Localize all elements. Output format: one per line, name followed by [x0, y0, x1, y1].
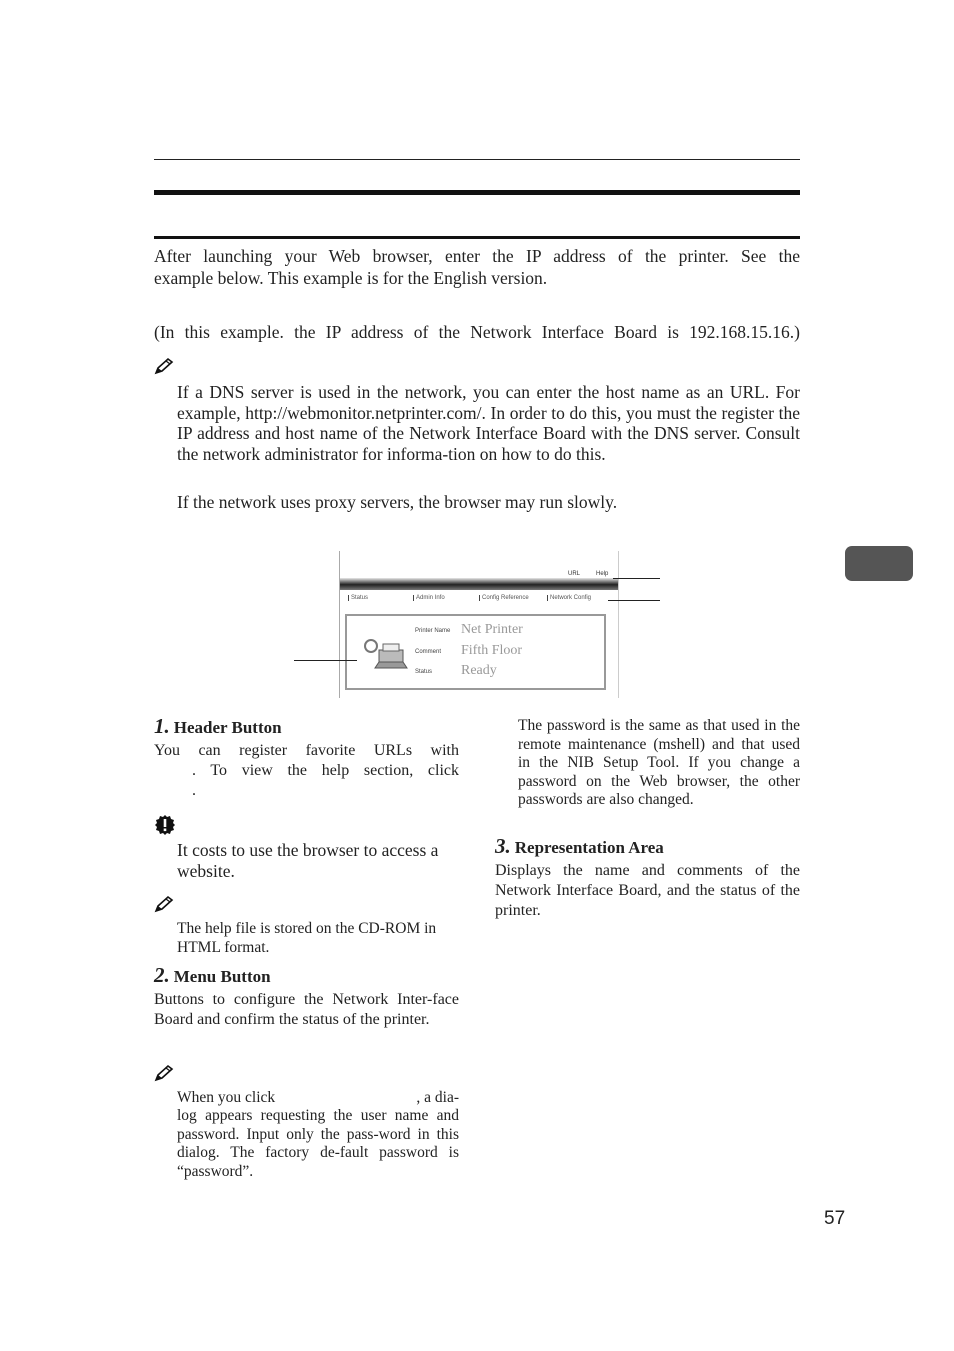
web-image-monitor-screenshot: [339, 551, 619, 698]
figure-label-comment: Comment: [415, 649, 442, 655]
figure-help-link: Help: [596, 571, 609, 577]
important-icon: [154, 814, 176, 836]
page-number: 57: [824, 1208, 846, 1229]
section1-line3: .: [192, 782, 196, 799]
note1-para1: If a DNS server is used in the network, you can enter the host name as an URL. For example, http://webmonitor.netprinter.com/. In order to do this, you must the register the IP address and host name of the Network Interface Board with the DNS server. Consult the network administrator for informa-tion on how to do this.: [177, 382, 800, 464]
section2-note-continued: The password is the same as that used in the remote maintenance (mshell) and that used in the NIB Setup Tool. If you change a password on the Web browser, the other passwords are also changed.: [518, 717, 800, 808]
figure-menu-admin-info: Admin Info: [413, 595, 445, 601]
chapter-tab: [845, 546, 913, 581]
section2-note-start: When you click: [177, 1089, 276, 1106]
section3-body: Displays the name and comments of the Network Interface Board, and the status of the printer.: [495, 862, 800, 919]
figure-menu-config-reference: Config Reference: [479, 595, 529, 601]
callout-line-2: [608, 600, 660, 601]
figure-label-status: Status: [415, 669, 433, 675]
section2-note-body: log appears requesting the user name and password. Input only the pass-word in this dialog. The factory de-fault password is “password”.: [177, 1107, 459, 1180]
section2-note-rest: , a dia-: [416, 1089, 459, 1106]
figure-header-bar: [340, 578, 618, 590]
figure-menu-network-config: Network Config: [547, 595, 591, 601]
intro-line-1: After launching your Web browser, enter the IP address of the printer. See the: [154, 246, 800, 266]
pencil-icon: [154, 357, 174, 375]
section1-note: The help file is stored on the CD-ROM in HTML format.: [177, 920, 437, 956]
section1-line1: You can register favorite URLs with: [154, 742, 459, 759]
pencil-icon: [154, 895, 174, 913]
figure-label-printer-name: Printer Name: [415, 628, 451, 634]
section1-important: It costs to use the browser to access a website.: [177, 840, 439, 881]
note1-para2: If the network uses proxy servers, the browser may run slowly.: [177, 492, 618, 512]
figure-representation-panel: [345, 614, 606, 690]
printer-icon: [361, 636, 411, 672]
section2-heading: 2. Menu Button: [154, 963, 271, 987]
figure-menu-status: Status: [348, 595, 368, 601]
callout-line-3: [294, 660, 357, 661]
section1-line2: . To view the help section, click: [192, 762, 459, 779]
figure-value-printer-name: Net Printer: [461, 622, 523, 637]
title-rule: [154, 190, 800, 195]
section1-heading: 1. Header Button: [154, 714, 282, 738]
figure-value-comment: Fifth Floor: [461, 643, 523, 658]
pencil-icon: [154, 1064, 174, 1082]
intro-line-2: example below. This example is for the English version.: [154, 268, 548, 288]
figure-value-status: Ready: [461, 663, 497, 678]
example-note: (In this example. the IP address of the Network Interface Board is 192.168.15.16.): [154, 322, 800, 342]
section2-body: Buttons to configure the Network Inter-face Board and confirm the status of the printer.: [154, 991, 459, 1028]
callout-line-1: [613, 578, 660, 579]
section3-heading: 3. Representation Area: [495, 834, 664, 858]
section-rule: [154, 236, 800, 239]
header-rule: [154, 159, 800, 160]
figure-url-link: URL: [568, 571, 581, 577]
